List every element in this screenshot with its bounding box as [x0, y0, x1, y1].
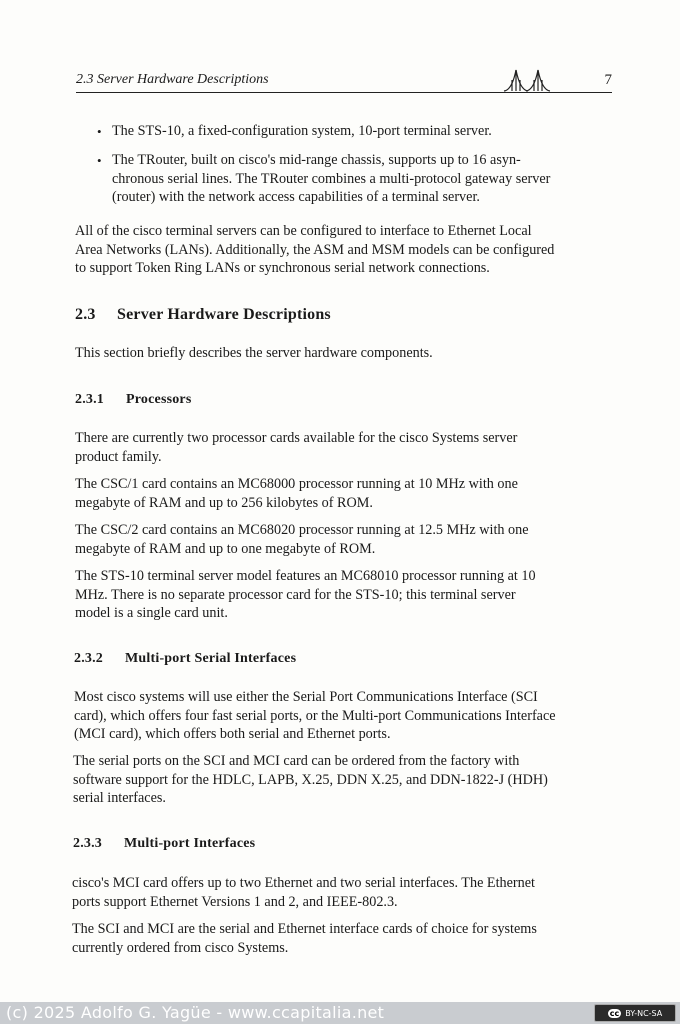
text-line: All of the cisco terminal servers can be configured to interface to Ethernet Local: [75, 223, 532, 239]
section-heading-2-3: [75, 306, 331, 324]
text-line: MHz. There is no separate processor card for the STS-10; this terminal server: [75, 586, 516, 603]
text-line: megabyte of RAM and up to one megabyte of ROM.: [75, 540, 376, 557]
bullet-item: [112, 151, 612, 207]
text-line: The CSC/2 card contains an MC68020 processor running at 12.5 MHz with one: [75, 522, 529, 538]
section-2-3-text: [75, 344, 612, 363]
paragraph: [75, 475, 612, 512]
cc-icon: cc: [609, 1008, 620, 1018]
section-title: Multi-port Serial Interfaces: [125, 651, 297, 666]
text-line: The STS-10, a fixed-configuration system, 10-port terminal server.: [112, 123, 492, 139]
paragraph: [75, 521, 612, 558]
footer-credit: (c) 2025 Adolfo G. Yagüe - www.ccapitalia.net: [6, 1003, 385, 1022]
section-title: Multi-port Interfaces: [124, 836, 256, 851]
bullet-dot: •: [97, 124, 102, 139]
text-line: megabyte of RAM and up to 256 kilobytes of ROM.: [75, 494, 373, 511]
section-number: 2.3: [75, 306, 96, 323]
text-line: chronous serial lines. The TRouter combines a multi-protocol gateway server: [112, 170, 551, 187]
cisco-bridge-logo-icon: [502, 66, 552, 92]
bullet-dot: •: [97, 153, 102, 168]
running-head: [76, 72, 612, 93]
section-title: Server Hardware Descriptions: [117, 306, 331, 323]
running-head-title: 2.3 Server Hardware Descriptions: [76, 72, 269, 87]
section-number: 2.3.3: [73, 836, 102, 851]
text-line: cisco's MCI card offers up to two Ethernet and two serial interfaces. The Ethernet: [72, 875, 535, 891]
page-number: 7: [604, 72, 612, 88]
text-line: ports support Ethernet Versions 1 and 2, and IEEE-802.3.: [72, 893, 398, 910]
section-heading-2-3-2: [74, 651, 296, 667]
intro-paragraph: [75, 222, 612, 278]
text-line: card), which offers four fast serial ports, or the Multi-port Communications Interface: [74, 707, 556, 724]
text-line: This section briefly describes the server hardware components.: [75, 345, 433, 361]
text-line: product family.: [75, 448, 162, 465]
text-line: The TRouter, built on cisco's mid-range chassis, supports up to 16 asyn-: [112, 152, 521, 168]
paragraph: [73, 752, 610, 808]
paragraph: [75, 567, 612, 623]
text-line: (MCI card), which offers both serial and Ethernet ports.: [74, 726, 391, 743]
text-line: to support Token Ring LANs or synchronous serial network connections.: [75, 260, 490, 277]
text-line: The STS-10 terminal server model features an MC68010 processor running at 10: [75, 568, 536, 584]
paragraph: [75, 429, 612, 466]
section-heading-2-3-1: [75, 392, 192, 408]
text-line: The SCI and MCI are the serial and Ethernet interface cards of choice for systems: [72, 921, 537, 937]
paragraph: [74, 688, 611, 744]
license-label: BY-NC-SA: [625, 1008, 663, 1018]
section-number: 2.3.1: [75, 392, 104, 407]
text-line: There are currently two processor cards available for the cisco Systems server: [75, 430, 518, 446]
text-line: currently ordered from cisco Systems.: [72, 939, 289, 956]
text-line: model is a single card unit.: [75, 605, 228, 622]
text-line: Most cisco systems will use either the Serial Port Communications Interface (SCI: [74, 689, 538, 705]
section-number: 2.3.2: [74, 651, 103, 666]
text-line: (router) with the network access capabilities of a terminal server.: [112, 189, 480, 206]
text-line: The CSC/1 card contains an MC68000 processor running at 10 MHz with one: [75, 476, 518, 492]
section-title: Processors: [126, 392, 192, 407]
paragraph: [72, 874, 609, 911]
text-line: software support for the HDLC, LAPB, X.25, DDN X.25, and DDN-1822-J (HDH): [73, 771, 548, 788]
text-line: serial interfaces.: [73, 790, 166, 807]
footer-watermark-bar: [0, 1002, 680, 1024]
cc-license-badge[interactable]: [594, 1004, 676, 1022]
bullet-item: [112, 122, 612, 141]
text-line: The serial ports on the SCI and MCI card can be ordered from the factory with: [73, 753, 520, 769]
text-line: Area Networks (LANs). Additionally, the ASM and MSM models can be configured: [75, 241, 555, 258]
paragraph: [72, 920, 609, 957]
section-heading-2-3-3: [73, 836, 255, 852]
